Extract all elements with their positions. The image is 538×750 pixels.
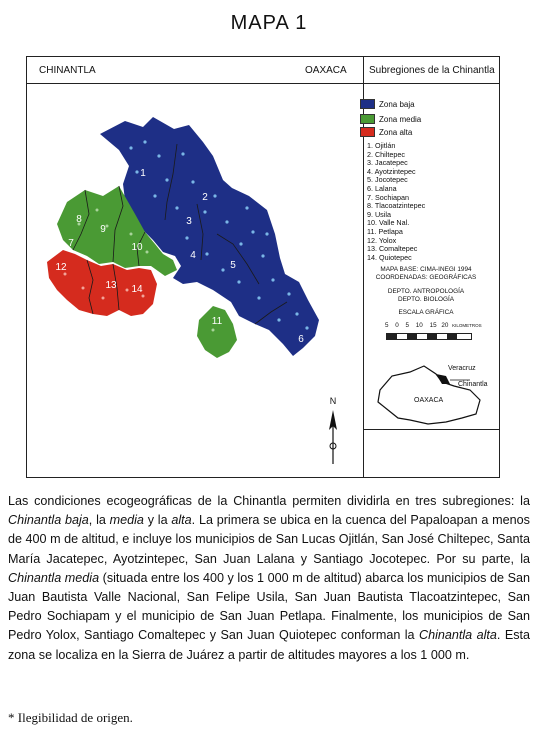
scale-tick: 0 — [395, 322, 399, 329]
region-number-8: 8 — [76, 214, 82, 225]
department-anthropology: DEPTO. ANTROPOLOGÍA — [387, 288, 465, 295]
list-item: 13. Comaltepec — [367, 244, 418, 254]
description-paragraph — [8, 492, 530, 665]
north-label: N — [329, 396, 337, 406]
list-item: 1. Ojitlán — [367, 141, 396, 150]
scale-tick: 5 — [405, 322, 410, 329]
scale-title: ESCALA GRÁFICA — [398, 309, 454, 316]
paragraph-text: y la — [143, 513, 172, 528]
legend-label: Zona media — [379, 114, 422, 124]
oaxaca-outline — [378, 366, 480, 424]
north-arrow-icon — [329, 396, 337, 464]
paragraph-emphasis: Chinantla media — [8, 570, 100, 585]
list-item: 7. Sochiapan — [367, 192, 409, 202]
paragraph-emphasis: Chinantla alta — [418, 628, 497, 643]
region-number-11: 11 — [211, 316, 223, 327]
list-item: 4. Ayotzintepec — [367, 166, 416, 176]
zona-media-petlapa-area — [197, 306, 237, 358]
legend-item-zona-baja — [360, 99, 415, 109]
list-item: 2. Chiltepec — [367, 149, 405, 159]
coordinates-note: COORDENADAS: GEOGRÁFICAS — [375, 274, 477, 281]
inset-chinantla-label: Chinantla — [458, 381, 488, 388]
region-number-14: 14 — [131, 284, 143, 295]
scale-tick-labels — [385, 322, 482, 329]
region-number-9: 9 — [100, 224, 106, 235]
list-item: 11. Petlapa — [367, 226, 403, 236]
list-item: 10. Valle Nal. — [367, 218, 410, 228]
paragraph-emphasis: media — [109, 513, 144, 528]
region-number-3: 3 — [186, 216, 192, 227]
scale-tick: 20 — [441, 322, 449, 329]
inset-oaxaca-label: OAXACA — [414, 397, 444, 404]
region-number-6: 6 — [298, 334, 304, 345]
region-number-12: 12 — [55, 262, 67, 273]
list-item: 14. Quiotepec — [367, 252, 412, 262]
oaxaca-inset-map — [370, 360, 494, 432]
legend-item-zona-alta — [360, 127, 412, 137]
legend-swatch-blue — [360, 99, 375, 109]
list-item: 9. Usila — [367, 209, 391, 219]
scale-tick: 5 — [385, 322, 389, 329]
header-state-name: OAXACA — [305, 65, 347, 76]
paragraph-text: (situada entre los 400 y los 1 000 m de altitud) abarca los municipios de San Juan Bautista Valle Nacional, San Felipe Usila, San Juan Bautista Tlacoatzintepec, San Pedro Sochiapam y el municipio de San Juan Petlapa. Finalmente, los municipios de San Pedro Yolox, Santiago Comaltepec y San Juan Quiotepec conforman la — [8, 570, 530, 643]
legend-label: Zona alta — [379, 127, 413, 137]
legend-swatch-red — [360, 127, 375, 137]
region-number-1: 1 — [140, 168, 146, 179]
list-item: 6. Lalana — [367, 183, 397, 193]
paragraph-text: , la — [88, 513, 110, 528]
chinantla-marker — [436, 374, 450, 384]
legend-title: Subregiones de la Chinantla — [369, 65, 495, 76]
map-title: MAPA 1 — [230, 12, 308, 34]
header-region-name: CHINANTLA — [39, 65, 96, 76]
region-number-4: 4 — [190, 250, 196, 261]
scale-tick: 15 — [429, 322, 437, 329]
scale-tick: KILOMETROS — [452, 323, 482, 328]
footnote: * Ilegibilidad de origen. — [8, 710, 133, 725]
region-number-7: 7 — [68, 238, 74, 249]
list-item: 3. Jacatepec — [367, 158, 408, 168]
map-base-note: MAPA BASE: CIMA-INEGI 1994 — [380, 266, 472, 273]
region-number-5: 5 — [230, 260, 236, 271]
paragraph-text: . La primera se ubica en la cuenca del Papaloapan a menos de 400 m de altitud, e incluye los municipios de San Lucas Ojitlán, San José Chiltepec, Santa María Jacatepec, Ayotzintepec, San Juan Lalana y Santiago Jocotepec. Por su parte, la — [8, 513, 530, 566]
department-biology: DEPTO. BIOLOGÍA — [398, 296, 454, 303]
paragraph-text: . Esta zona se localiza en la Sierra de Juárez a partir de altitudes mayores a los 1 000 m. — [8, 628, 531, 662]
scale-bar — [386, 333, 472, 340]
legend-swatch-green — [360, 114, 375, 124]
paragraph-text: Las condiciones ecogeográficas de la Chinantla permiten dividirla en tres subregiones: la — [8, 494, 530, 508]
chinantla-map — [27, 84, 361, 476]
list-item: 8. Tlacoatzintepec — [367, 201, 426, 211]
municipality-list — [367, 142, 425, 262]
list-item: 5. Jocotepec — [367, 175, 408, 185]
inset-veracruz-label: Veracruz — [448, 365, 476, 372]
legend-label: Zona baja — [379, 99, 415, 109]
region-number-13: 13 — [105, 280, 117, 291]
region-number-10: 10 — [131, 242, 143, 253]
scale-tick: 10 — [415, 322, 423, 329]
list-item: 12. Yolox — [367, 235, 397, 245]
legend-item-zona-media — [360, 114, 421, 124]
paragraph-emphasis: alta — [171, 513, 192, 528]
paragraph-emphasis: Chinantla baja — [8, 513, 89, 528]
region-number-2: 2 — [202, 192, 208, 203]
